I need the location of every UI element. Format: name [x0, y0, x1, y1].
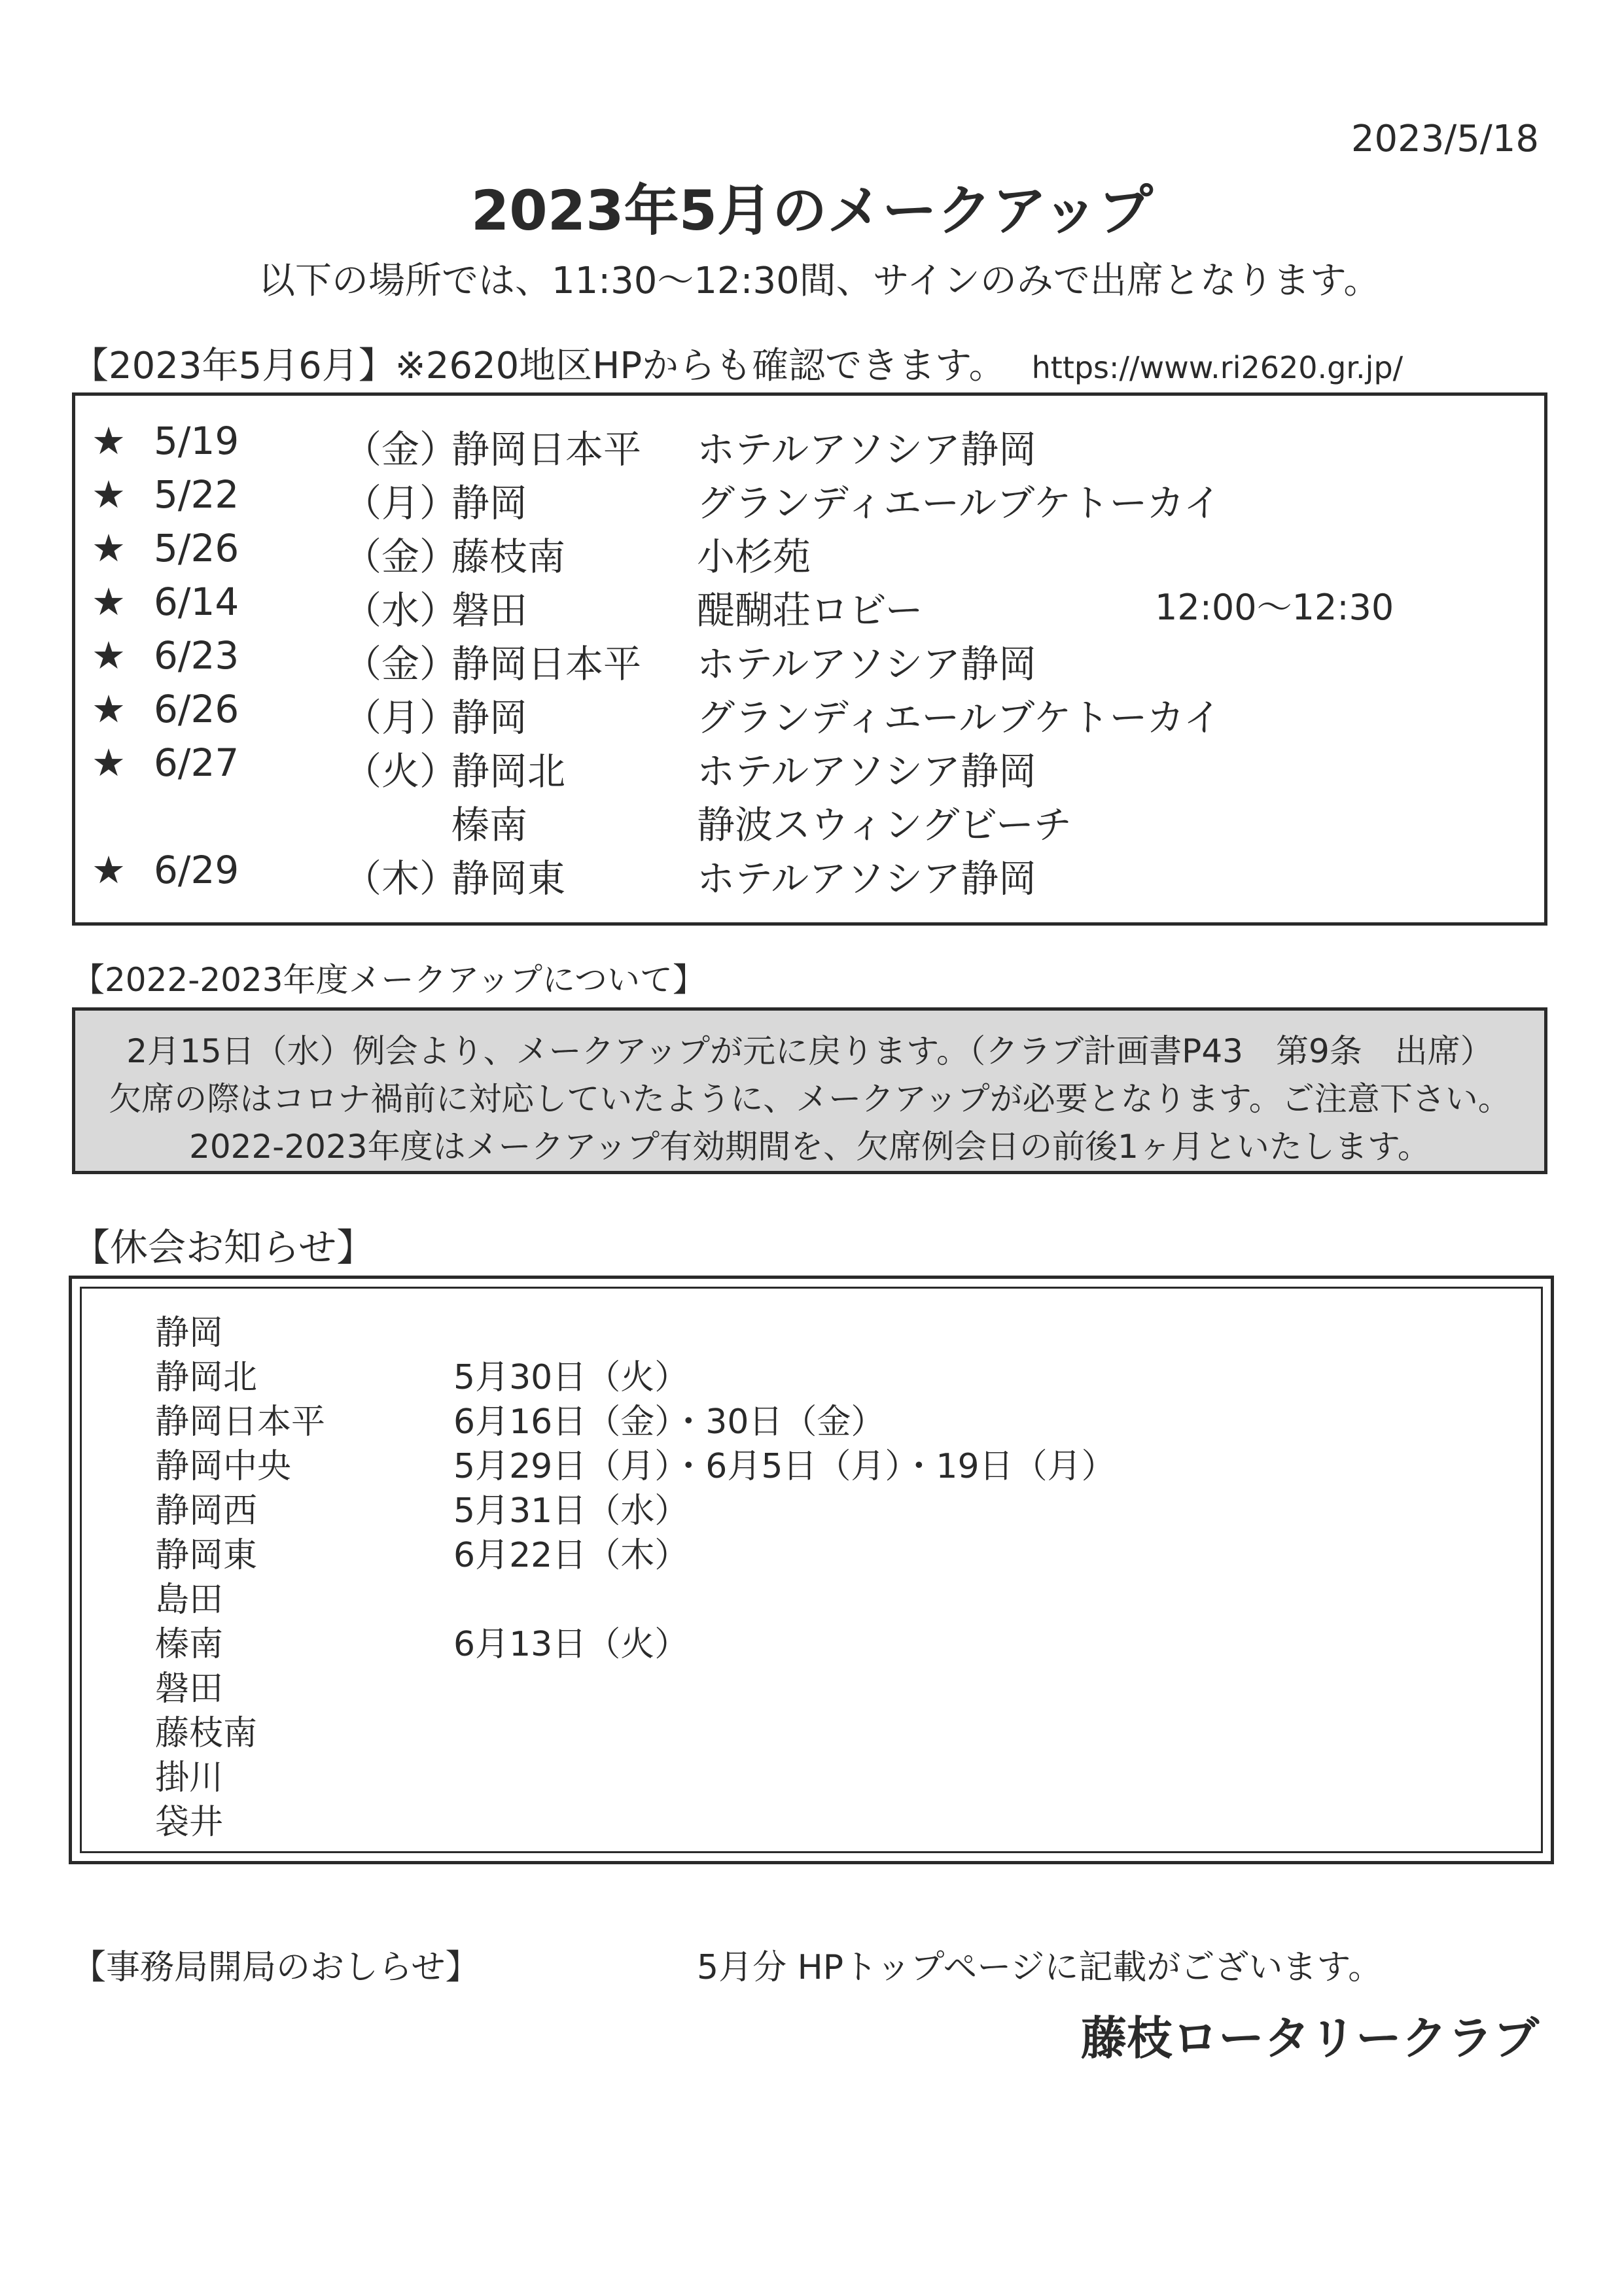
makeup-date: 6/26 — [154, 687, 239, 731]
closure-club: 榛南 — [155, 1625, 224, 1664]
makeup-date: 5/26 — [154, 526, 239, 570]
closure-dates: 6月13日（火） — [453, 1625, 689, 1664]
makeup-club: 静岡日本平 — [451, 427, 642, 472]
closure-club: 藤枝南 — [155, 1714, 258, 1753]
star-icon: ★ — [92, 419, 126, 463]
policy-line: 2月15日（水）例会より、メークアップが元に戻ります。（クラブ計画書P43 第9条 出席） — [126, 1032, 1493, 1070]
closure-club: 静岡日本平 — [155, 1402, 326, 1442]
makeup-date: 5/22 — [154, 472, 239, 517]
makeup-date: 6/23 — [154, 633, 239, 678]
closure-club: 掛川 — [155, 1758, 224, 1798]
makeup-date: 6/29 — [154, 848, 239, 892]
makeup-club: 静岡東 — [451, 856, 566, 901]
star-icon: ★ — [92, 687, 126, 731]
makeup-heading-text: 【2023年5月6月】※2620地区HPからも確認できます。 — [72, 345, 1006, 387]
closure-club: 静岡中央 — [155, 1447, 292, 1486]
makeup-club: 静岡 — [451, 695, 528, 740]
makeup-club: 静岡 — [451, 481, 528, 525]
makeup-date: 6/27 — [154, 740, 239, 785]
star-icon: ★ — [92, 526, 126, 570]
makeup-weekday: （金） — [344, 427, 458, 472]
district-url-link[interactable]: https://www.ri2620.gr.jp/ — [1031, 350, 1403, 385]
closure-dates: 6月22日（木） — [453, 1536, 689, 1575]
office-notice-text: 5月分 HPトップページに記載がございます。 — [697, 1948, 1383, 1987]
makeup-venue: グランディエールブケトーカイ — [697, 695, 1222, 740]
makeup-venue: 小杉苑 — [697, 534, 811, 579]
club-signature: 藤枝ロータリークラブ — [1081, 2011, 1539, 2065]
attendance-notice: 以下の場所では、11:30〜12:30間、サインのみで出席となります。 — [258, 260, 1381, 302]
policy-notice-box — [72, 1007, 1547, 1174]
makeup-weekday: （水） — [344, 588, 458, 633]
document-date: 2023/5/18 — [1350, 118, 1539, 160]
makeup-schedule-box — [72, 392, 1547, 926]
policy-line: 欠席の際はコロナ禍前に対応していたように、メークアップが必要となります。ご注意下さい。 — [109, 1080, 1511, 1118]
star-icon: ★ — [92, 848, 126, 892]
makeup-weekday: （火） — [344, 749, 458, 793]
makeup-weekday: （月） — [344, 695, 458, 740]
closure-notice-box — [69, 1276, 1554, 1864]
star-icon: ★ — [92, 472, 126, 517]
policy-section-heading: 【2022-2023年度メークアップについて】 — [72, 961, 706, 999]
star-icon: ★ — [92, 740, 126, 785]
makeup-club: 藤枝南 — [451, 534, 566, 579]
makeup-weekday: （木） — [344, 856, 458, 901]
closure-section-heading: 【休会お知らせ】 — [72, 1225, 375, 1270]
makeup-club: 静岡北 — [451, 749, 566, 793]
makeup-venue: 醍醐荘ロビー — [697, 588, 923, 633]
makeup-venue: ホテルアソシア静岡 — [697, 642, 1037, 686]
star-icon: ★ — [92, 633, 126, 678]
makeup-weekday: （月） — [344, 481, 458, 525]
closure-club: 静岡西 — [155, 1491, 258, 1531]
closure-dates: 5月29日（月）・6月5日（月）・19日（月） — [453, 1447, 1116, 1486]
closure-dates: 6月16日（金）・30日（金） — [453, 1402, 885, 1442]
makeup-venue: ホテルアソシア静岡 — [697, 427, 1037, 472]
star-icon: ★ — [92, 580, 126, 624]
makeup-club: 磐田 — [451, 588, 528, 633]
makeup-date: 5/19 — [154, 419, 239, 463]
closure-dates: 5月31日（水） — [453, 1491, 689, 1531]
makeup-club: 静岡日本平 — [451, 642, 642, 686]
closure-club: 島田 — [155, 1580, 224, 1620]
makeup-date: 6/14 — [154, 580, 239, 624]
makeup-weekday: （金） — [344, 534, 458, 579]
makeup-venue: グランディエールブケトーカイ — [697, 481, 1222, 525]
makeup-section-heading — [72, 337, 1403, 389]
closure-club: 袋井 — [155, 1803, 224, 1842]
page-title: 2023年5月のメークアップ — [470, 179, 1154, 243]
makeup-venue: ホテルアソシア静岡 — [697, 749, 1037, 793]
office-notice-label: 【事務局開局のおしらせ】 — [72, 1948, 480, 1987]
closure-dates: 5月30日（火） — [453, 1358, 689, 1397]
makeup-time: 12:00〜12:30 — [1155, 587, 1394, 628]
makeup-club: 榛南 — [451, 803, 528, 847]
closure-club: 静岡東 — [155, 1536, 258, 1575]
makeup-venue: ホテルアソシア静岡 — [697, 856, 1037, 901]
makeup-weekday: （金） — [344, 642, 458, 686]
closure-club: 磐田 — [155, 1669, 224, 1709]
policy-line: 2022-2023年度はメークアップ有効期間を、欠席例会日の前後1ヶ月といたします。 — [189, 1128, 1430, 1166]
makeup-venue: 静波スウィングビーチ — [697, 803, 1072, 847]
closure-club: 静岡 — [155, 1313, 224, 1353]
closure-club: 静岡北 — [155, 1358, 258, 1397]
closure-inner-frame — [80, 1287, 1543, 1853]
